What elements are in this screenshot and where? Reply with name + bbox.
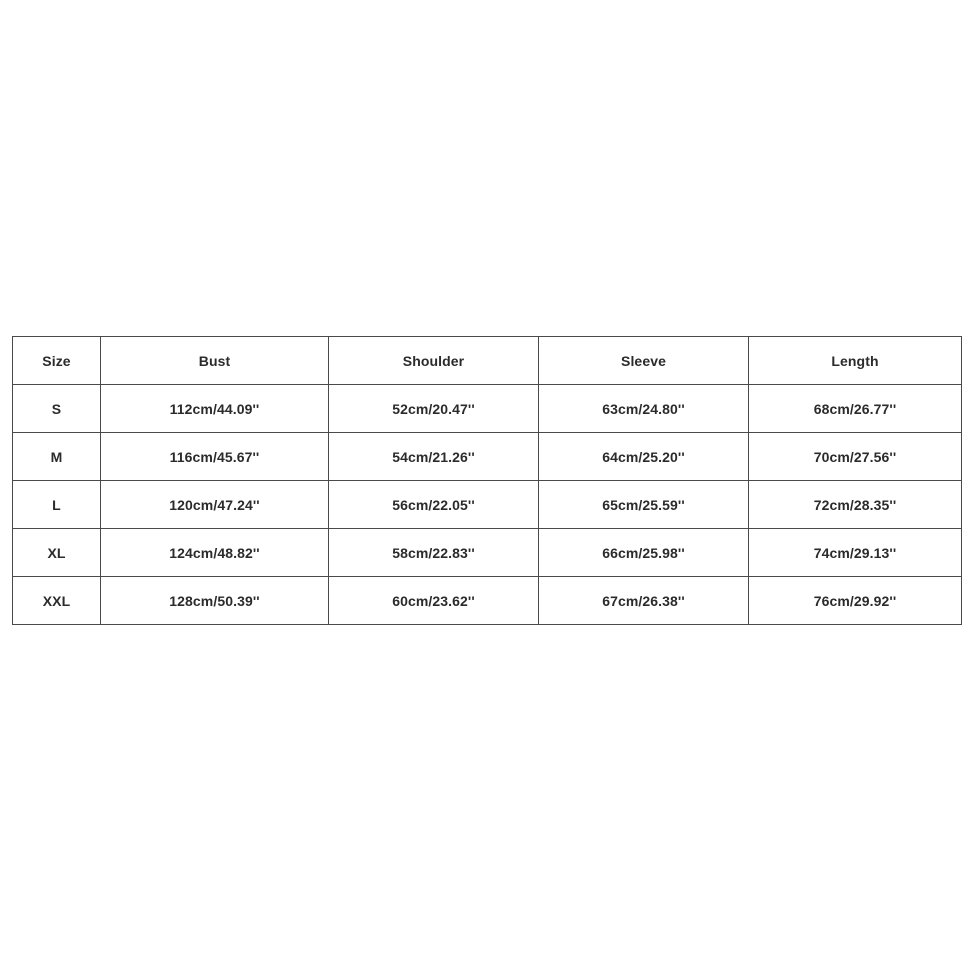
length-cell: 74cm/29.13'' xyxy=(749,529,962,577)
shoulder-cell: 58cm/22.83'' xyxy=(329,529,539,577)
length-cell: 76cm/29.92'' xyxy=(749,577,962,625)
table-row xyxy=(13,481,962,529)
shoulder-cell: 54cm/21.26'' xyxy=(329,433,539,481)
shoulder-cell: 56cm/22.05'' xyxy=(329,481,539,529)
size-cell: L xyxy=(13,481,101,529)
size-chart-body xyxy=(13,385,962,625)
bust-cell: 116cm/45.67'' xyxy=(101,433,329,481)
table-row xyxy=(13,385,962,433)
header-row xyxy=(13,337,962,385)
header-bust: Bust xyxy=(101,337,329,385)
size-chart-header xyxy=(13,337,962,385)
table-row xyxy=(13,577,962,625)
bust-cell: 112cm/44.09'' xyxy=(101,385,329,433)
length-cell: 72cm/28.35'' xyxy=(749,481,962,529)
size-cell: XL xyxy=(13,529,101,577)
size-cell: M xyxy=(13,433,101,481)
header-size: Size xyxy=(13,337,101,385)
sleeve-cell: 63cm/24.80'' xyxy=(539,385,749,433)
shoulder-cell: 52cm/20.47'' xyxy=(329,385,539,433)
size-cell: S xyxy=(13,385,101,433)
bust-cell: 124cm/48.82'' xyxy=(101,529,329,577)
table-row xyxy=(13,529,962,577)
size-chart-table xyxy=(12,336,962,625)
bust-cell: 120cm/47.24'' xyxy=(101,481,329,529)
sleeve-cell: 64cm/25.20'' xyxy=(539,433,749,481)
header-length: Length xyxy=(749,337,962,385)
sleeve-cell: 66cm/25.98'' xyxy=(539,529,749,577)
sleeve-cell: 67cm/26.38'' xyxy=(539,577,749,625)
length-cell: 68cm/26.77'' xyxy=(749,385,962,433)
length-cell: 70cm/27.56'' xyxy=(749,433,962,481)
header-sleeve: Sleeve xyxy=(539,337,749,385)
size-cell: XXL xyxy=(13,577,101,625)
table-row xyxy=(13,433,962,481)
bust-cell: 128cm/50.39'' xyxy=(101,577,329,625)
sleeve-cell: 65cm/25.59'' xyxy=(539,481,749,529)
header-shoulder: Shoulder xyxy=(329,337,539,385)
shoulder-cell: 60cm/23.62'' xyxy=(329,577,539,625)
